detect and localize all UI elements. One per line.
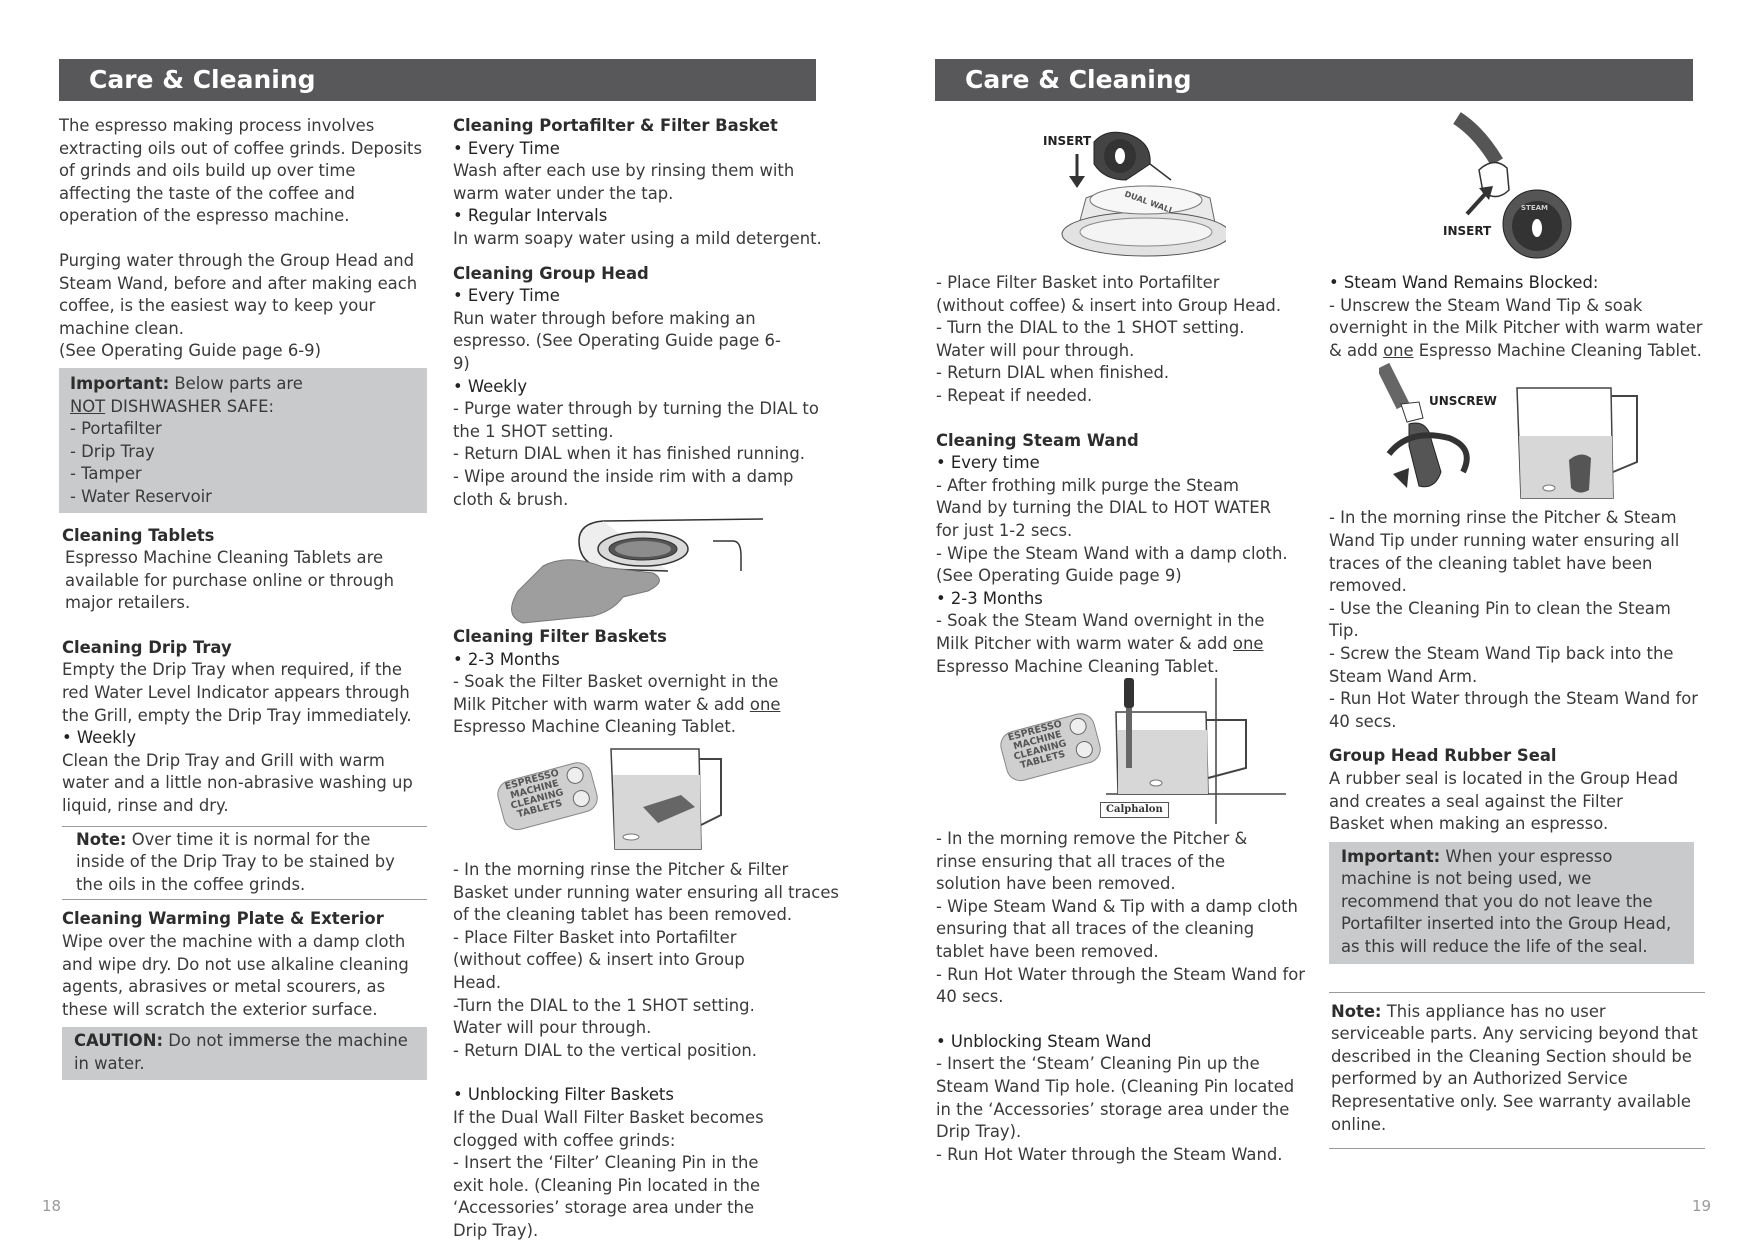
tablets-text: Espresso Machine Cleaning Tablets are available for purchase online or through major retailers. [65,548,394,613]
calphalon-logo: Calphalon [1100,802,1169,818]
portafilter-every-text: Wash after each use by rinsing them with warm water under the tap. [453,161,795,203]
group-every: • Every Time [453,286,560,306]
important-text: When your espresso machine is not being used, we recommend that you do not leave the Portafilter inserted into the Group Head, as this will reduce the life of the seal. [1341,846,1672,957]
filters-title: Cleaning Filter Baskets [453,627,667,647]
tip-morning-line: - Run Hot Water through the Steam Wand for 40 secs. [1329,689,1699,731]
page-header-left: Care & Cleaning [59,59,816,101]
drip-title: Cleaning Drip Tray [62,637,232,657]
tablet-pack-label: ESPRESSO MACHINE CLEANING TABLETS [1006,718,1068,772]
portafilter-title: Cleaning Portafilter & Filter Basket [453,116,778,135]
dishwasher-text: DISHWASHER SAFE: [105,396,275,416]
part-item: - Water Reservoir [70,486,212,506]
steam-morning-line: - Wipe Steam Wand & Tip with a damp cloth ensuring that all traces of the cleaning tablet have been removed. [936,896,1298,962]
important-label: Important: [70,373,170,393]
steam-tip-insert-illustration [1329,112,1705,272]
filters-soak-a: - Soak the Filter Basket overnight in the Milk Pitcher with warm water & add [453,672,779,714]
steam-soak-b: Espresso Machine Cleaning Tablet. [936,656,1219,676]
insert-label: INSERT [1043,134,1092,148]
note-label: Note: [1331,1001,1382,1021]
filters-illustration [493,745,753,855]
important-box-right [1329,842,1694,964]
unscrew-tip-icon [1379,362,1499,507]
steam-every-line: - Wipe the Steam Wand with a damp cloth. (See Operating Guide page 9) [936,543,1288,586]
important-text: Below parts are [169,373,303,393]
unscrew-label: UNSCREW [1429,394,1497,409]
tablets-title: Cleaning Tablets [62,525,215,545]
tip-morning-line: - In the morning rinse the Pitcher & Steam Wand Tip under running water ensuring all traces of the cleaning tablet have been removed. [1329,508,1680,596]
unblock-filters-title: • Unblocking Filter Baskets [453,1085,674,1105]
unblock-steam-line: - Insert the ‘Steam’ Cleaning Pin up the Steam Wand Tip hole. (Cleaning Pin located in the ‘Accessories’ storage area under the Drip Tray). [936,1054,1295,1142]
steam-one: one [1232,633,1264,653]
filters-morning-line: - Return DIAL to the vertical position. [453,1040,757,1060]
basket-line: - Turn the DIAL to the 1 SHOT setting. Water will pour through. [936,318,1245,360]
steam-soak-text [936,610,1298,678]
important-box [59,368,427,513]
note-box-right [1329,992,1705,1150]
blocked-text-a: - Unscrew the Steam Wand Tip & soak overnight in the Milk Pitcher with warm water & add [1329,295,1703,360]
basket-line: - Repeat if needed. [936,385,1093,405]
filters-one: one [749,694,781,714]
pitcher-soak-icon [1509,384,1649,504]
blocked-text [1329,295,1705,363]
group-weekly-line: - Return DIAL when it has finished running. [453,444,805,464]
warming-text: Wipe over the machine with a damp cloth and wipe dry. Do not use alkaline cleaning agents, abrasives or metal scourers, as these will scratch the exterior surface. [62,932,409,1019]
dual-wall-label: DUAL WALL [1123,189,1176,216]
steam-soak-a: - Soak the Steam Wand overnight in the Milk Pitcher with warm water & add [936,611,1265,653]
steam-wand-tip-icon [1439,112,1579,267]
column-3 [936,112,1306,1166]
group-head-wipe-illustration [483,511,763,626]
steam-title: Cleaning Steam Wand [936,430,1139,450]
unblock-filters-line: - Insert the ‘Filter’ Cleaning Pin in the exit hole. (Cleaning Pin located in the ‘Accessories’ storage area under the Drip Tray). [453,1153,761,1240]
intro-paragraph: The espresso making process involves extracting oils out of coffee grinds. Deposits of grinds and oils build up over time affecting the taste of the coffee and operation of the espresso machine. [59,116,423,226]
note-text: Over time it is normal for the inside of the Drip Tray to be stained by the oils in the coffee grinds. [76,829,395,894]
group-weekly-line: - Purge water through by turning the DIAL to the 1 SHOT setting. [453,399,819,441]
group-title: Cleaning Group Head [453,263,649,283]
part-item: - Tamper [70,464,142,484]
steam-morning-line: - In the morning remove the Pitcher & rinse ensuring that all traces of the solution have been removed. [936,829,1248,894]
filters-soak-text [453,671,813,739]
blocked-title: • Steam Wand Remains Blocked: [1329,273,1599,292]
steam-morning-line: - Run Hot Water through the Steam Wand for 40 secs. [936,964,1306,1007]
caution-label: CAUTION: [74,1031,164,1051]
basket-line: - Return DIAL when finished. [936,363,1170,383]
important-label: Important: [1341,846,1441,866]
seal-title: Group Head Rubber Seal [1329,746,1557,766]
basket-insert-illustration [936,112,1306,272]
steam-every-line: - After frothing milk purge the Steam Wand by turning the DIAL to HOT WATER for just 1-2 secs. [936,475,1271,540]
tip-morning-line: - Use the Cleaning Pin to clean the Steam Tip. [1329,598,1671,641]
insert-label: INSERT [1443,224,1492,238]
drip-weekly-text: Clean the Drip Tray and Grill with warm water and a little non-abrasive washing up liquid, rinse and dry. [62,750,413,816]
unblock-steam-line: - Run Hot Water through the Steam Wand. [936,1144,1283,1164]
part-item: - Portafilter [70,419,162,439]
filters-morning-line: - In the morning rinse the Pitcher & Filter Basket under running water ensuring all traces of the cleaning tablet has been removed. [453,860,839,925]
unblock-filters-line: If the Dual Wall Filter Basket becomes clogged with coffee grinds: [453,1108,764,1150]
steam-dial-label: STEAM [1521,204,1548,212]
filters-morning-line: -Turn the DIAL to the 1 SHOT setting. Water will pour through. [453,995,755,1038]
page-number-right: 19 [1692,1197,1712,1215]
column-4 [1329,112,1705,1149]
portafilter-regular-text: In warm soapy water using a mild detergent. [453,228,822,248]
steam-soak-illustration [996,678,1286,828]
part-item: - Drip Tray [70,441,155,461]
portafilter-every: • Every Time [453,138,560,158]
tablet-pack-label: ESPRESSO MACHINE CLEANING TABLETS [503,767,565,821]
group-every-text: Run water through before making an espresso. (See Operating Guide page 6-9) [453,308,781,373]
column-1 [59,115,427,1080]
purge-paragraph: Purging water through the Group Head and Steam Wand, before and after making each coffee, is the easiest way to keep your machine clean. [59,250,418,338]
filters-months: • 2-3 Months [453,649,560,669]
caution-text: Do not immerse the machine in water. [74,1031,408,1073]
purge-reference: (See Operating Guide page 6-9) [59,341,321,361]
filters-soak-b: Espresso Machine Cleaning Tablet. [453,717,736,737]
portafilter-regular: • Regular Intervals [453,206,608,226]
blocked-one: one [1383,340,1414,360]
note-label: Note: [76,829,127,849]
note-text: This appliance has no user serviceable parts. Any servicing beyond that described in the Cleaning Section should be performed by an Authorized Service Representative only. See warranty available online. [1331,1001,1698,1134]
blocked-text-b: Espresso Machine Cleaning Tablet. [1413,340,1702,360]
filters-morning-line: - Place Filter Basket into Portafilter (without coffee) & insert into Group Head. [453,927,745,993]
unblock-steam-title: • Unblocking Steam Wand [936,1031,1152,1051]
column-2 [453,115,853,1243]
group-weekly: • Weekly [453,376,528,396]
note-box [62,826,427,901]
group-weekly-line: - Wipe around the inside rim with a damp cloth & brush. [453,466,794,509]
steam-every: • Every time [936,453,1040,473]
unscrew-illustration [1379,362,1679,507]
pitcher-icon [603,745,733,855]
not-word: NOT [70,396,106,416]
caution-box [62,1027,427,1079]
basket-line: - Place Filter Basket into Portafilter (without coffee) & insert into Group Head. [936,273,1282,315]
page-number-left: 18 [42,1197,62,1215]
seal-text: A rubber seal is located in the Group Head and creates a seal against the Filter Basket when making an espresso. [1329,768,1679,834]
page-header-right: Care & Cleaning [935,59,1693,101]
tip-morning-line: - Screw the Steam Wand Tip back into the Steam Wand Arm. [1329,643,1674,686]
steam-months: • 2-3 Months [936,588,1043,608]
warming-title: Cleaning Warming Plate & Exterior [62,909,384,929]
drip-weekly: • Weekly [62,728,137,748]
drip-text: Empty the Drip Tray when required, if the red Water Level Indicator appears through the Grill, empty the Drip Tray immediately. [62,660,412,725]
